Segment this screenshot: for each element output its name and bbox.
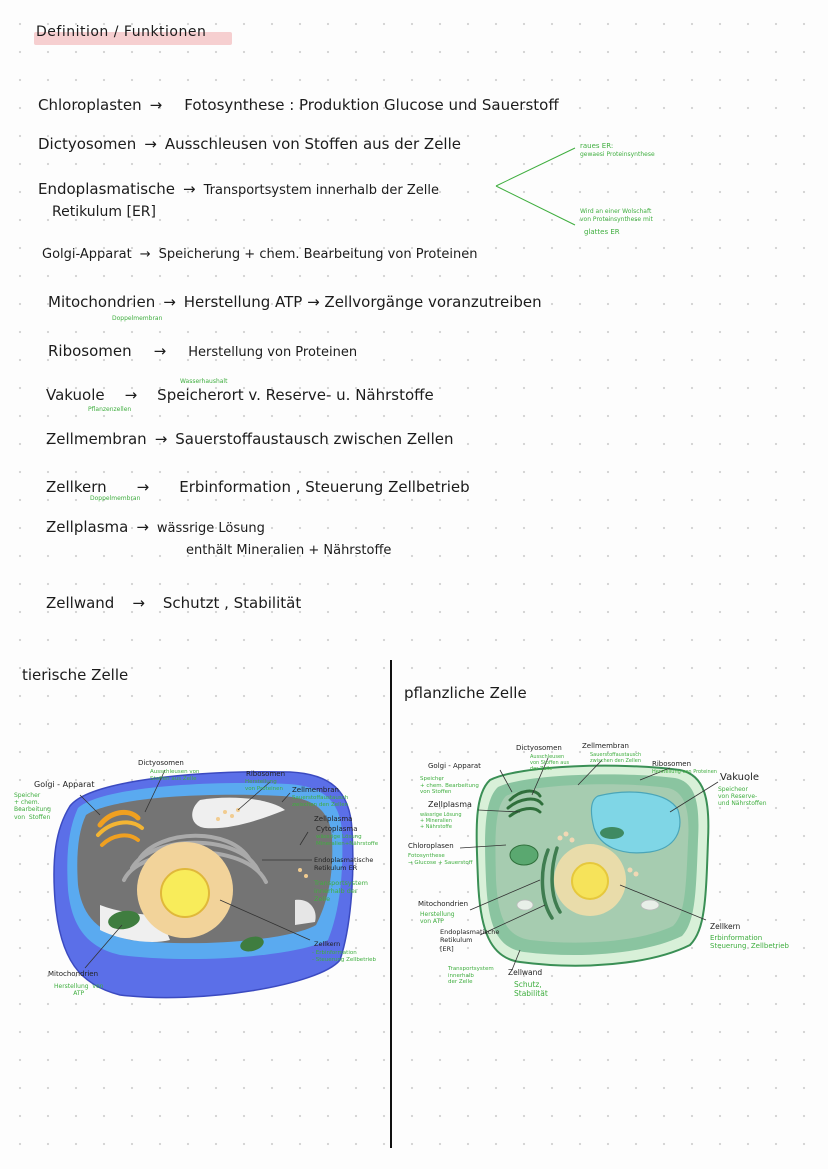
page-title: Definition / Funktionen xyxy=(36,24,207,40)
organelle-name: Vakuole xyxy=(46,386,105,404)
plant-note-zellmembran: Sauerstoffaustausch zwischen den Zellen xyxy=(590,752,642,764)
arrow-icon: → xyxy=(136,478,150,496)
vakuole-above-note: Wasserhaushalt xyxy=(180,378,228,385)
organelle-name: Dictyosomen xyxy=(38,135,137,153)
er-rough-label: raues ER: xyxy=(580,142,614,150)
animal-note-zellkern: - Erbinformation - Steuerung Zellbetrieb xyxy=(312,950,377,963)
er-rough-detail: gewaesi Proteinsynthese xyxy=(580,151,655,158)
vakuole-note: Pflanzenzellen xyxy=(88,406,132,413)
plant-note-mitochondrien: Herstellung von ATP xyxy=(420,911,455,926)
organelle-function: Erbinformation , Steuerung Zellbetrieb xyxy=(179,478,470,496)
arrow-icon: → xyxy=(136,518,149,536)
animal-note-golgi: Speicher + chem. Bearbeitung von Stoffen xyxy=(14,792,51,821)
plant-chloroplast-2 xyxy=(600,827,624,839)
animal-note-zellmembran: Sauerstoffaustausch zwischen den Zellen xyxy=(292,795,349,808)
organelle-function: Herstellung von Proteinen xyxy=(188,345,358,360)
plant-label-mitochondrien: Mitochondrien xyxy=(418,900,469,908)
plant-label-zellplasma: Zellplasma xyxy=(428,800,472,809)
animal-label-golgi: Golgi - Apparat xyxy=(34,780,95,789)
animal-note-ribosomen: Herstellung von Proteinen xyxy=(245,779,284,792)
plant-note-zellwand: Schutz, Stabilität xyxy=(514,980,548,998)
organelle-function: Herstellung ATP → Zellvorgänge voranzutreiben xyxy=(183,293,542,311)
animal-label-er: Endoplasmatische Retikulum ER xyxy=(314,856,374,873)
organelle-function: Speicherort v. Reserve- u. Nährstoffe xyxy=(157,386,434,404)
organelle-function: Speicherung + chem. Bearbeitung von Proteinen xyxy=(158,247,478,262)
arrow-icon: → xyxy=(139,247,151,262)
animal-label-dictyosomen: Dictyosomen xyxy=(138,759,184,767)
animal-cell-title: tierische Zelle xyxy=(22,666,129,684)
organelle-function-line2: enthält Mineralien + Nährstoffe xyxy=(186,543,392,558)
plant-note-ribosomen: Herstellung von Proteinen xyxy=(652,769,717,775)
animal-note-er: Transportsystem innerhalb der Zelle xyxy=(314,879,368,903)
animal-label-mitochondrien: Mitochondrien xyxy=(48,970,99,978)
er-smooth-end: glattes ER xyxy=(584,228,620,236)
organelle-name: Zellmembran xyxy=(46,430,147,448)
organelle-function: Sauerstoffaustausch zwischen Zellen xyxy=(175,430,454,448)
animal-label-zellkern: Zellkern xyxy=(314,940,341,948)
plant-note-golgi: Speicher + chem. Bearbeitung von Stoffen xyxy=(420,776,479,796)
plant-label-zellmembran: Zellmembran xyxy=(582,742,629,750)
plant-label-golgi: Golgi - Apparat xyxy=(428,762,481,770)
plant-note-chloroplasten: Fotosynthese → Glucose + Sauerstoff xyxy=(408,853,473,866)
arrow-icon: → xyxy=(163,293,176,311)
organelle-function: Schutzt , Stabilität xyxy=(162,594,302,612)
organelle-name: Zellwand xyxy=(46,594,115,612)
organelle-name: Chloroplasten xyxy=(38,96,142,114)
organelle-name: Zellplasma xyxy=(46,518,129,536)
plant-label-vakuole: Vakuole xyxy=(720,772,760,783)
arrow-icon: → xyxy=(183,180,196,198)
animal-note-mitochondrien: Herstellung von ATP xyxy=(54,983,104,998)
organelle-name: Endoplasmatische xyxy=(38,180,176,198)
animal-note-cytoplasma: wässrige Lösung Mineralien+Nährstoffe xyxy=(316,834,379,847)
arrow-icon: → xyxy=(153,342,167,360)
plant-note-vakuole: Speicheor von Reserve- und Nährstoffen xyxy=(718,786,767,808)
organelle-function: Ausschleusen von Stoffen aus der Zelle xyxy=(164,135,461,153)
arrow-icon: → xyxy=(144,135,157,153)
arrow-icon: → xyxy=(149,96,163,114)
organelle-name-line2: Retikulum [ER] xyxy=(52,204,156,220)
animal-label-zellplasma: Zellplasma xyxy=(314,815,353,823)
organelle-name: Golgi-Apparat xyxy=(42,247,132,262)
plant-chloroplast xyxy=(510,845,538,865)
plant-label-er: Endoplasmatische Retikulum [ER] xyxy=(440,928,500,953)
organelle-name: Ribosomen xyxy=(48,342,132,360)
plant-label-chloroplasten: Chloroplasen xyxy=(408,842,454,850)
animal-label-zellmembran: Zellmembran xyxy=(292,786,339,794)
er-smooth-label: Wird an einer Wolschaft xyxy=(580,208,652,215)
plant-note-dictyosomen: Ausschleusen von Stoffen aus der Zelle xyxy=(530,754,570,772)
organelle-function: Fotosynthese : Produktion Glucose und Sauerstoff xyxy=(184,96,559,114)
plant-label-zellwand: Zellwand xyxy=(508,968,543,977)
plant-vakuole xyxy=(591,792,680,853)
plant-label-ribosomen: Ribosomen xyxy=(652,760,692,768)
plant-cell-title: pflanzliche Zelle xyxy=(404,684,527,702)
plant-label-zellkern: Zellkern xyxy=(710,922,741,931)
arrow-icon: → xyxy=(124,386,138,404)
organelle-function: wässrige Lösung xyxy=(156,521,265,536)
organelle-name: Zellkern xyxy=(46,478,107,496)
plant-label-dictyosomen: Dictyosomen xyxy=(516,744,562,752)
mito-note: Doppelmembran xyxy=(112,315,163,322)
animal-label-ribosomen: Ribosomen xyxy=(246,770,286,778)
plant-cell xyxy=(477,766,709,966)
animal-note-dictyosomen: Ausschleusen von Stoffen aus Zelle xyxy=(150,769,200,782)
animal-label-cytoplasma: Cytoplasma xyxy=(316,825,358,833)
organelle-name: Mitochondrien xyxy=(48,293,156,311)
plant-note-zellkern: Erbinformation Steuerung Zellbetrieb xyxy=(710,934,789,951)
organelle-function: Transportsystem innerhalb der Zelle xyxy=(203,183,439,198)
arrow-icon: → xyxy=(132,594,145,612)
plant-nucleolus xyxy=(572,863,608,899)
plant-note-er: Transportsystem innerhalb der Zelle xyxy=(448,966,494,986)
zellkern-note: Doppelmembran xyxy=(90,495,141,502)
plant-note-zellplasma: wässrige Lösung + Mineralien + Nährstoffe xyxy=(420,812,462,830)
arrow-icon: → xyxy=(154,430,168,448)
er-smooth-detail: von Proteinsynthese mit xyxy=(580,216,653,223)
